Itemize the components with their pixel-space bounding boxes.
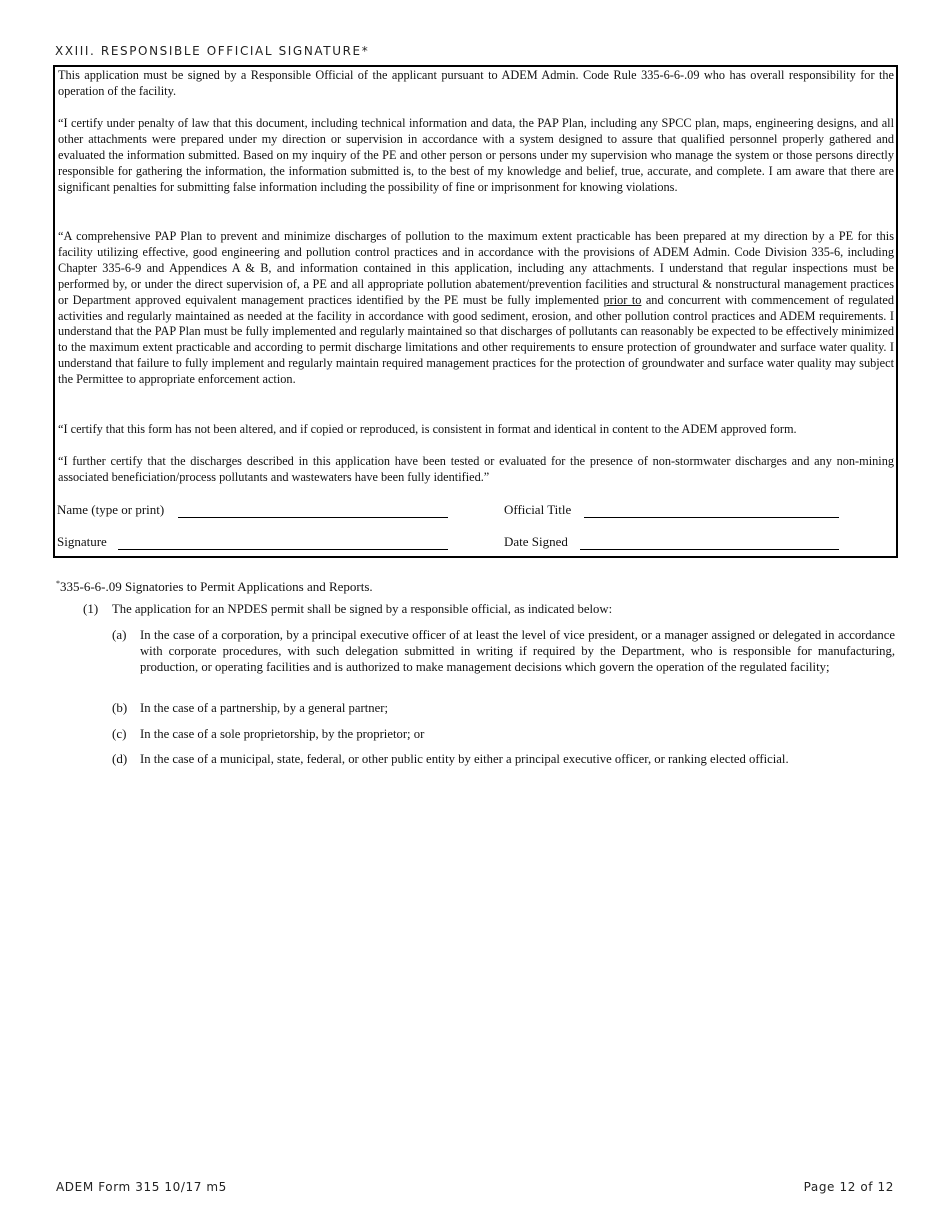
date-signed-field[interactable] [580,549,839,550]
subitem-a-number: (a) [112,627,127,642]
pap-plan-paragraph [58,229,894,388]
certify-law-paragraph: “I certify under penalty of law that this document, including technical information and data, the PAP Plan, including any SPCC plan, maps, engineering designs, and all other attachments were prepared under my direction or supervision in accordance with a system designed to assure that qualified personnel properly gathered and evaluated the information submitted. Based on my inquiry of the PE and other person or persons under my supervision who manage the system or those persons directly responsible for gathering the information, the information submitted is, to the best of my knowledge and belief, true, accurate, and complete. I am aware that there are significant penalties for submitting false information including the possibility of fine or imprisonment for knowing violations. [58,116,894,194]
form-id: ADEM Form 315 10/17 m5 [56,1180,227,1194]
certification-box [53,65,898,558]
subitem-c-text: In the case of a sole proprietorship, by the proprietor; or [140,727,425,741]
name-label: Name (type or print) [57,502,165,517]
footnote-marker: * [56,579,60,588]
subitem-b-text: In the case of a partnership, by a general partner; [140,701,388,715]
official-title-field[interactable] [584,517,839,518]
subitem-d-number: (d) [112,751,128,766]
official-title-label: Official Title [504,502,572,517]
footnote-title-text: 335-6-6-.09 Signatories to Permit Applications and Reports. [60,579,373,594]
date-signed-label: Date Signed [504,534,568,549]
pap-plan-text-2: and concurrent with commencement of regulated activities and regularly maintained as needed at the facility in accordance with good sediment, erosion, and other pollution control practices and ADEM requirements. I understand that the PAP Plan must be fully implemented and regularly maintained so that discharges of pollutants can reasonably be expected to be effectively minimized to the maximum extent practicable and according to permit discharge limitations and other requirements to ensure protection of groundwater and surface water quality. I understand that failure to fully implement and regularly maintain required management practices for the protection of groundwater and surface water quality may subject the Permittee to appropriate enforcement action. [58,292,894,387]
signature-label: Signature [57,534,107,549]
page-number: Page 12 of 12 [803,1180,894,1194]
item-1-number: (1) [83,601,99,616]
subitem-a-text: In the case of a corporation, by a principal executive officer of at least the level of vice president, or a manager assigned or delegated in accordance with corporate procedures, with such delegation submitted in writing if required by the Department, who is responsible for manufacturing, production, or operating facilities and is authorized to make management decisions which govern the operation of the regulated facility; [140,628,895,674]
prior-to-underlined: prior to [603,292,642,307]
subitem-c-number: (c) [112,726,127,741]
footnote-title [56,576,373,595]
pap-plan-text-1: “A comprehensive PAP Plan to prevent and minimize discharges of pollution to the maximum extent practicable has been prepared at my direction by a PE for this facility utilizing effective, good engineering and pollution control practices and in accordance with the provisions of ADEM Admin. Code Division 335-6, including Chapter 335-6-9 and Appendices A & B, and information contained in this application, including any attachments. I understand that regular inspections must be performed by, or under the direct supervision of, a PE and all appropriate pollution abatement/prevention facilities and structural & nonstructural management practices or Department approved equivalent management practices identified by the PE must be fully implemented [58,229,894,307]
subitem-b-number: (b) [112,700,128,715]
subitem-d-text: In the case of a municipal, state, federal, or other public entity by either a principal executive officer, or ranking elected official. [140,752,789,766]
intro-paragraph: This application must be signed by a Responsible Official of the applicant pursuant to ADEM Admin. Code Rule 335-6-6-.09 who has overall responsibility for the operation of the facility. [58,68,894,98]
name-field[interactable] [178,517,448,518]
section-title: XXIII. RESPONSIBLE OFFICIAL SIGNATURE* [55,44,370,58]
item-1-text: The application for an NPDES permit shall be signed by a responsible official, as indicated below: [112,602,613,616]
discharges-tested-paragraph: “I further certify that the discharges described in this application have been tested or evaluated for the presence of non-stormwater discharges and any non-mining associated beneficiation/process pollutants and wastewaters have been fully identified.” [58,454,894,484]
form-not-altered-paragraph: “I certify that this form has not been altered, and if copied or reproduced, is consistent in format and identical in content to the ADEM approved form. [58,422,797,436]
signature-field[interactable] [118,549,448,550]
